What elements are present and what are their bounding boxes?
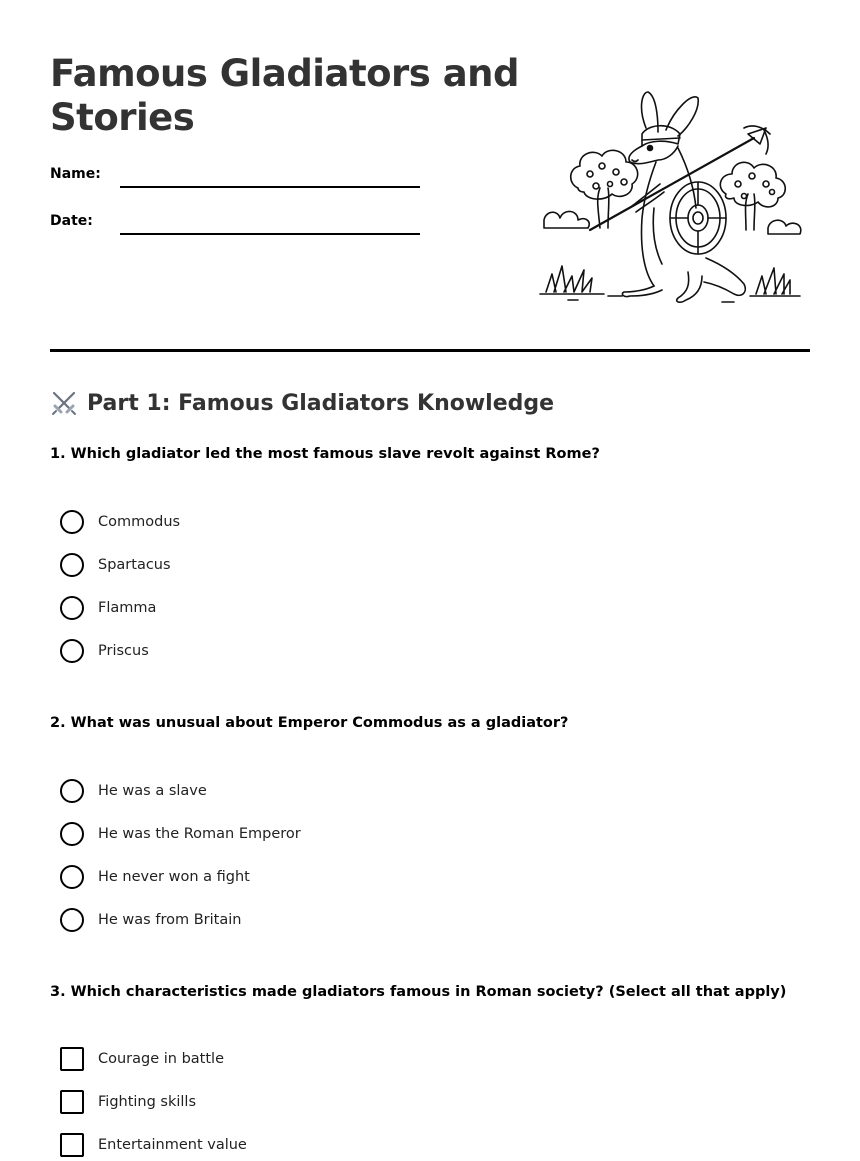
round-shield-icon [670, 182, 726, 254]
spear-icon [590, 126, 770, 230]
question-3-text: 3. Which characteristics made gladiators famous in Roman society? (Select all that apply) [50, 984, 787, 1000]
option-label: Commodus [98, 514, 181, 530]
checkbox[interactable] [60, 1133, 84, 1157]
option-label: Flamma [98, 600, 157, 616]
radio-button[interactable] [60, 908, 84, 932]
date-field [50, 213, 430, 243]
radio-button[interactable] [60, 779, 84, 803]
option-label: He never won a fight [98, 869, 250, 885]
name-label: Name: [50, 166, 101, 182]
header-divider [50, 349, 810, 352]
left-tree-icon [571, 150, 638, 228]
kangaroo-icon [622, 92, 745, 302]
option-label: Entertainment value [98, 1137, 247, 1153]
q1-option-spartacus[interactable] [60, 552, 171, 578]
section-heading-text: Part 1: Famous Gladiators Knowledge [87, 390, 555, 416]
question-1-text: 1. Which gladiator led the most famous slave revolt against Rome? [50, 446, 600, 462]
date-input-line[interactable] [120, 233, 420, 235]
q2-option-never-won[interactable] [60, 864, 250, 890]
radio-button[interactable] [60, 596, 84, 620]
name-input-line[interactable] [120, 186, 420, 188]
q3-option-entertainment[interactable] [60, 1132, 247, 1158]
option-label: Spartacus [98, 557, 171, 573]
q1-option-commodus[interactable] [60, 509, 180, 535]
date-label: Date: [50, 213, 93, 229]
checkbox[interactable] [60, 1047, 84, 1071]
q2-option-britain[interactable] [60, 907, 241, 933]
radio-button[interactable] [60, 639, 84, 663]
checkbox[interactable] [60, 1090, 84, 1114]
q1-option-flamma[interactable] [60, 595, 156, 621]
q2-option-emperor[interactable] [60, 821, 301, 847]
page-title: Famous Gladiators and Stories [50, 52, 520, 139]
option-label: Fighting skills [98, 1094, 197, 1110]
kangaroo-gladiator-illustration [538, 88, 808, 313]
radio-button[interactable] [60, 822, 84, 846]
option-label: Priscus [98, 643, 149, 659]
radio-button[interactable] [60, 510, 84, 534]
q3-option-fighting-skills[interactable] [60, 1089, 196, 1115]
q2-option-slave[interactable] [60, 778, 207, 804]
option-label: He was a slave [98, 783, 207, 799]
radio-button[interactable] [60, 865, 84, 889]
option-label: He was the Roman Emperor [98, 826, 301, 842]
q1-option-priscus[interactable] [60, 638, 149, 664]
option-label: He was from Britain [98, 912, 242, 928]
name-field [50, 166, 430, 196]
crossed-swords-icon [50, 389, 78, 417]
option-label: Courage in battle [98, 1051, 225, 1067]
section-heading [50, 389, 554, 417]
question-2-text: 2. What was unusual about Emperor Commodus as a gladiator? [50, 715, 569, 731]
radio-button[interactable] [60, 553, 84, 577]
q3-option-courage[interactable] [60, 1046, 224, 1072]
